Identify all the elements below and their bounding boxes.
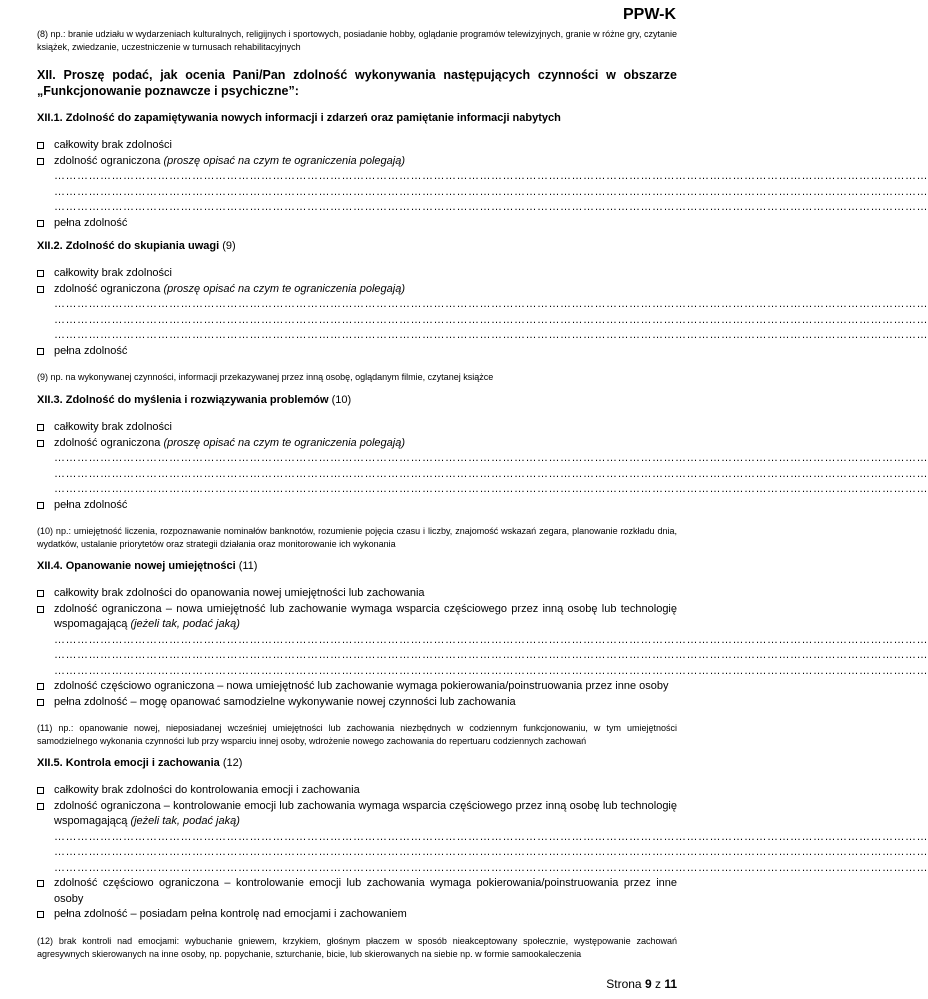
question-4-ref: (11) xyxy=(238,560,258,572)
option-label: zdolność ograniczona – kontrolowanie emocji lub zachowania wymaga wsparcia częściowego przez inną osobę lub technologię wspomagającą xyxy=(54,799,677,827)
answer-line[interactable]: ………………………………………………………………………………………………………………………………………………………………………………………………………… xyxy=(54,633,928,646)
option-label: całkowity brak zdolności xyxy=(54,421,172,433)
checkbox-icon[interactable] xyxy=(37,880,44,887)
checkbox-icon[interactable] xyxy=(37,424,44,431)
option-label: zdolność ograniczona xyxy=(54,436,161,449)
question-1-title xyxy=(37,111,677,125)
q3-option-limited[interactable] xyxy=(37,436,677,452)
option-label: pełna zdolność – posiadam pełna kontrolę nad emocjami i zachowaniem xyxy=(54,908,407,920)
answer-line[interactable]: ………………………………………………………………………………………………………………………………………………………………………………………………………… xyxy=(54,170,928,182)
answer-line[interactable]: ………………………………………………………………………………………………………………………………………………………………………………………………………… xyxy=(54,313,928,326)
q1-option-full[interactable] xyxy=(37,216,677,232)
footnote-9: (9) np. na wykonywanej czynności, informacji przekazywanej przez inną osobę, oglądanym filmie, czytanej książce xyxy=(37,372,494,382)
answer-line[interactable]: ………………………………………………………………………………………………………………………………………………………………………………………………………… xyxy=(54,201,928,213)
answer-line[interactable]: ………………………………………………………………………………………………………………………………………………………………………………………………………… xyxy=(54,664,928,677)
page-label: Strona xyxy=(606,977,642,991)
checkbox-icon[interactable] xyxy=(37,606,44,613)
answer-line[interactable]: ………………………………………………………………………………………………………………………………………………………………………………………………………… xyxy=(54,483,928,495)
q5-option-full[interactable] xyxy=(37,907,677,923)
question-5-label: XII.5. Kontrola emocji i zachowania xyxy=(37,757,220,769)
checkbox-icon[interactable] xyxy=(37,787,44,794)
current-page: 9 xyxy=(644,977,652,991)
checkbox-icon[interactable] xyxy=(37,348,44,355)
checkbox-icon[interactable] xyxy=(37,158,44,165)
option-label: zdolność częściowo ograniczona – kontrolowanie emocji lub zachowania wymaga pokierowania/poinstruowania przez inne osoby xyxy=(54,877,677,905)
q3-option-none[interactable] xyxy=(37,420,677,436)
checkbox-icon[interactable] xyxy=(37,911,44,918)
option-label: pełna zdolność – mogę opanować samodzielne wykonywanie nowej czynności lub zachowania xyxy=(54,695,516,708)
answer-line[interactable]: ………………………………………………………………………………………………………………………………………………………………………………………………………… xyxy=(54,846,928,858)
q4-option-limited[interactable] xyxy=(37,602,677,633)
question-3-label: XII.3. Zdolność do myślenia i rozwiązywania problemów xyxy=(37,394,329,406)
answer-line[interactable]: ………………………………………………………………………………………………………………………………………………………………………………………………………… xyxy=(54,830,928,843)
footnote-11: (11) np.: opanowanie nowej, nieposiadanej wcześniej umiejętności lub zachowania niezbędnych w codziennym funkcjonowaniu, w tym umiejętności samodzielnego wykonania czynności lub przy wsparciu innej osoby, wdrożenie nowego zachowania do repertuaru codziennych zachowań xyxy=(37,723,677,746)
option-label: całkowity brak zdolności xyxy=(54,139,172,151)
option-label: zdolność ograniczona xyxy=(54,154,161,167)
option-hint: (jeżeli tak, podać jaką) xyxy=(130,618,240,630)
page-separator: z xyxy=(654,977,661,991)
q4-option-partial[interactable] xyxy=(37,679,677,695)
question-4-title xyxy=(37,559,677,573)
q4-option-full[interactable] xyxy=(37,695,677,711)
checkbox-icon[interactable] xyxy=(37,142,44,149)
checkbox-icon[interactable] xyxy=(37,803,44,810)
section-title: XII. Proszę podać, jak ocenia Pani/Pan zdolność wykonywania następujących czynności w obszarze „Funkcjonowanie poznawcze i psychiczne”: xyxy=(37,68,677,98)
footnote-10: (10) np.: umiejętność liczenia, rozpoznawanie nominałów banknotów, rozumienie pojęcia czasu i liczby, znajomość wskazań zegara, planowanie rozkładu dnia, wydatków, ustalanie priorytetów oraz strategii działania oraz monitorowanie ich wykonania xyxy=(37,526,677,549)
page-number xyxy=(606,977,677,991)
q5-option-partial[interactable] xyxy=(37,876,677,907)
answer-line[interactable]: ………………………………………………………………………………………………………………………………………………………………………………………………………… xyxy=(54,649,928,661)
q5-option-none[interactable] xyxy=(37,783,677,799)
option-hint: (proszę opisać na czym te ograniczenia polegają) xyxy=(163,436,405,449)
question-3-title xyxy=(37,393,677,407)
q1-option-none[interactable] xyxy=(37,138,677,154)
q2-option-full[interactable] xyxy=(37,344,677,360)
question-4-label: XII.4. Opanowanie nowej umiejętności xyxy=(37,560,236,572)
option-label: całkowity brak zdolności do opanowania nowej umiejętności lub zachowania xyxy=(54,587,425,599)
answer-line[interactable]: ………………………………………………………………………………………………………………………………………………………………………………………………………… xyxy=(54,467,928,480)
option-label: zdolność ograniczona xyxy=(54,282,161,295)
footnote-12: (12) brak kontroli nad emocjami: wybuchanie gniewem, krzykiem, głośnym płaczem w sposób nieakceptowany społecznie, występowanie zachowań agresywnych skierowanych na inne osoby, np. popychanie, szturchanie, bicie, lub skierowanych na siebie np. w formie samookaleczenia xyxy=(37,935,677,959)
question-2-ref: (9) xyxy=(222,240,236,252)
footnote-8: (8) np.: branie udziału w wydarzeniach kulturalnych, religijnych i sportowych, posiadanie hobby, oglądanie programów telewizyjnych, granie w różne gry, czytanie książek, zwiedzanie, uczestniczenie w turnusach rehabilitacyjnych xyxy=(37,29,677,52)
option-label: całkowity brak zdolności do kontrolowania emocji i zachowania xyxy=(54,784,360,796)
checkbox-icon[interactable] xyxy=(37,699,44,706)
checkbox-icon[interactable] xyxy=(37,286,44,293)
option-hint: (proszę opisać na czym te ograniczenia polegają) xyxy=(163,154,405,167)
option-label: pełna zdolność xyxy=(54,216,128,229)
checkbox-icon[interactable] xyxy=(37,440,44,447)
q4-option-none[interactable] xyxy=(37,586,677,602)
option-label: zdolność częściowo ograniczona – nowa umiejętność lub zachowanie wymaga pokierowania/poinstruowania przez inne osoby xyxy=(54,680,669,692)
answer-line[interactable]: ………………………………………………………………………………………………………………………………………………………………………………………………………… xyxy=(54,861,928,874)
option-hint: (jeżeli tak, podać jaką) xyxy=(130,815,240,827)
q2-option-limited[interactable] xyxy=(37,282,677,298)
question-3-ref: (10) xyxy=(331,394,352,406)
question-2-label: XII.2. Zdolność do skupiania uwagi xyxy=(37,240,220,252)
question-1-label: XII.1. Zdolność do zapamiętywania nowych informacji i zdarzeń oraz pamiętanie informacji nabytych xyxy=(37,112,561,124)
total-pages: 11 xyxy=(664,977,677,991)
question-2-title xyxy=(37,239,677,253)
q2-option-none[interactable] xyxy=(37,266,677,282)
option-label: całkowity brak zdolności xyxy=(54,267,172,279)
q5-option-limited[interactable] xyxy=(37,799,677,830)
answer-line[interactable]: ………………………………………………………………………………………………………………………………………………………………………………………………………… xyxy=(54,298,928,310)
form-code: PPW-K xyxy=(622,6,676,23)
option-label: pełna zdolność xyxy=(54,498,128,511)
q3-option-full[interactable] xyxy=(37,498,677,514)
question-5-ref: (12) xyxy=(222,757,243,769)
option-hint: (proszę opisać na czym te ograniczenia polegają) xyxy=(163,282,405,295)
question-5-title xyxy=(37,756,677,770)
checkbox-icon[interactable] xyxy=(37,502,44,509)
checkbox-icon[interactable] xyxy=(37,683,44,690)
option-label: pełna zdolność xyxy=(54,344,128,357)
q1-option-limited[interactable] xyxy=(37,154,677,170)
option-label: zdolność ograniczona – nowa umiejętność lub zachowanie wymaga wsparcia częściowego przez inną osobę lub technologię wspomagającą xyxy=(54,602,677,630)
answer-line[interactable]: ………………………………………………………………………………………………………………………………………………………………………………………………………… xyxy=(54,185,928,198)
form-page xyxy=(37,0,928,961)
answer-line[interactable]: ………………………………………………………………………………………………………………………………………………………………………………………………………… xyxy=(54,329,928,341)
checkbox-icon[interactable] xyxy=(37,590,44,597)
checkbox-icon[interactable] xyxy=(37,220,44,227)
checkbox-icon[interactable] xyxy=(37,270,44,277)
answer-line[interactable]: ………………………………………………………………………………………………………………………………………………………………………………………………………… xyxy=(54,452,928,464)
